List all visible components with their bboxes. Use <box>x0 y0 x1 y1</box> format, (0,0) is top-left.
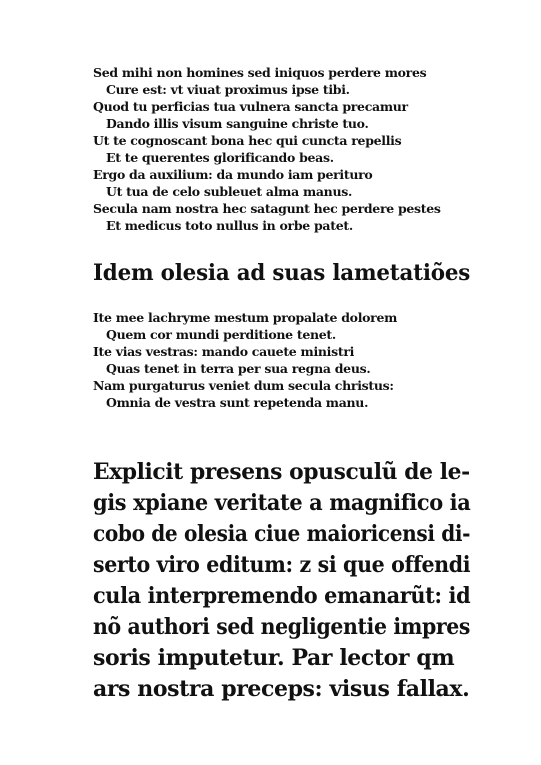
verse-line: Et te querentes glorificando beas. <box>106 150 334 165</box>
colophon-line: ars nostra preceps: visus fallax. <box>93 676 470 702</box>
verse-line: Ite vias vestras: mando cauete ministri <box>93 344 355 359</box>
verse-line: Secula nam nostra hec satagunt hec perdere pestes <box>93 201 441 216</box>
verse-line: Et medicus toto nullus in orbe patet. <box>106 218 353 233</box>
verse-line: Nam purgaturus veniet dum secula christus: <box>93 378 394 393</box>
verse-line: Ut te cognoscant bona hec qui cuncta repellis <box>93 133 402 148</box>
verse-line: Dando illis visum sanguine christe tuo. <box>106 116 369 131</box>
verse-line: Quas tenet in terra per sua regna deus. <box>106 361 371 376</box>
colophon-line: Explicit presens opusculũ de le- <box>93 459 470 485</box>
colophon-line: cobo de olesia ciue maioricensi di- <box>93 521 471 547</box>
heading-text: Idem olesia ad suas lametatiões <box>93 260 471 286</box>
verse-line: Ergo da auxilium: da mundo iam perituro <box>93 167 373 182</box>
colophon-line: nõ authori sed negligentie impres <box>93 614 471 640</box>
verse-line: Quem cor mundi perditione tenet. <box>106 327 336 342</box>
colophon-line: serto viro editum: z si que offendi <box>93 552 471 578</box>
verse-line: Cure est: vt viuat proximus ipse tibi. <box>106 82 350 97</box>
verse-line: Ite mee lachryme mestum propalate dolorem <box>93 310 398 325</box>
verse-line: Omnia de vestra sunt repetenda manu. <box>106 395 369 410</box>
verse-line: Sed mihi non homines sed iniquos perdere mores <box>93 65 427 80</box>
colophon-line: gis xpiane veritate a magnifico ia <box>93 490 471 516</box>
colophon-line: cula interpremendo emanarũt: id <box>93 583 471 609</box>
verse-line: Ut tua de celo subleuet alma manus. <box>106 184 353 199</box>
verse-line: Quod tu perficias tua vulnera sancta precamur <box>93 99 408 114</box>
colophon-line: soris imputetur. Par lector qm <box>93 645 455 671</box>
